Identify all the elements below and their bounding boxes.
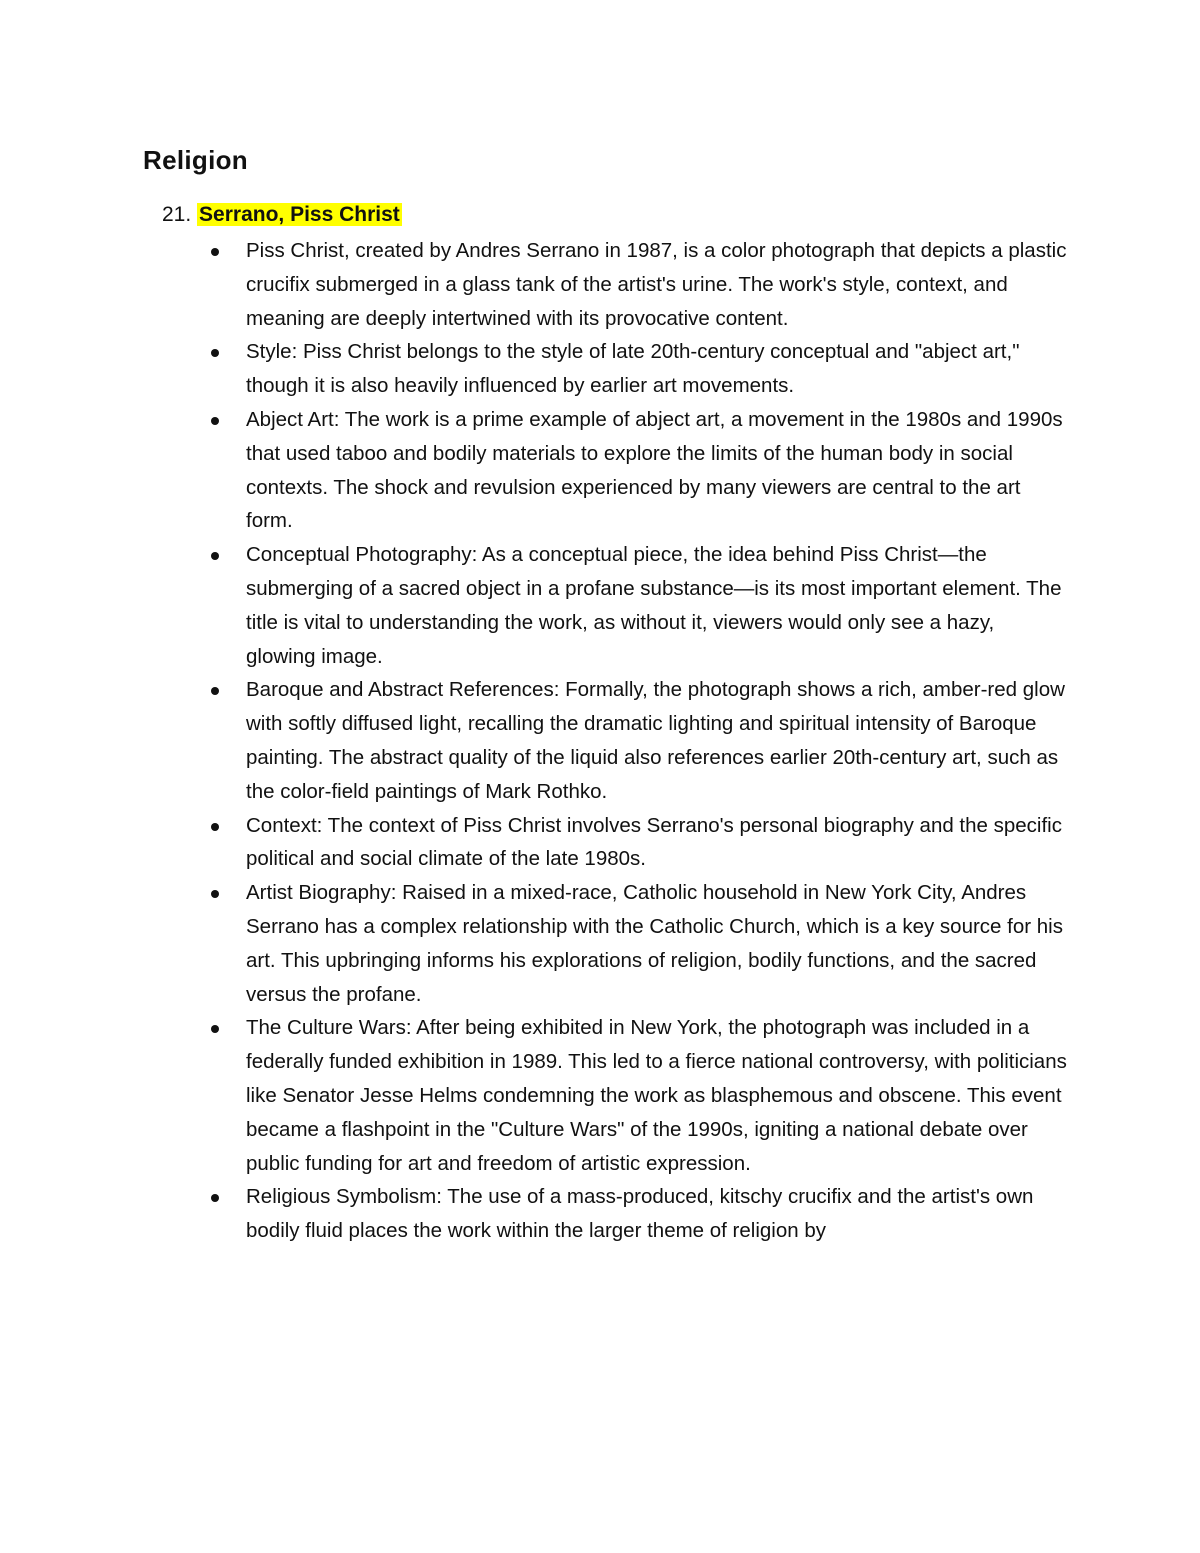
item-number: 21. [162, 203, 192, 226]
item-title-highlighted: Serrano, Piss Christ [199, 203, 400, 226]
section-heading: Religion [143, 145, 248, 175]
bullet-text: Abject Art: The work is a prime example of abject art, a movement in the 1980s and 1990s that used taboo and bodily materials to explore the limits of the human body in social contexts. The shock and revulsion experienced by many viewers are central to the art form. [246, 407, 1063, 533]
bullet-text: Artist Biography: Raised in a mixed-race, Catholic household in New York City, Andres Serrano has a complex relationship with the Catholic Church, which is a key source for his art. This upbringing informs his explorations of religion, bodily functions, and the sacred versus the profane. [246, 881, 1063, 1006]
bullet-item [208, 1011, 1068, 1180]
bullet-icon [211, 1025, 219, 1033]
bullet-icon [211, 552, 219, 560]
bullet-text: Piss Christ, created by Andres Serrano in 1987, is a color photograph that depicts a plastic crucifix submerged in a glass tank of the artist's urine. The work's style, context, and meaning are deeply intertwined with its provocative content. [246, 239, 1067, 330]
bullet-text: The Culture Wars: After being exhibited in New York, the photograph was included in a federally funded exhibition in 1989. This led to a fierce national controversy, with politicians like Senator Jesse Helms condemning the work as blasphemous and obscene. This event became a flashpoint in the "Culture Wars" of the 1990s, igniting a national debate over public funding for art and freedom of artistic expression. [246, 1016, 1067, 1175]
bullet-icon [211, 890, 219, 898]
bullet-item [208, 403, 1068, 538]
bullet-icon [211, 687, 219, 695]
bullet-item [208, 876, 1068, 1011]
bullet-item [208, 538, 1068, 673]
bullet-item [208, 234, 1068, 335]
bullet-item [208, 673, 1068, 808]
bullet-icon [211, 349, 219, 357]
bullet-icon [211, 823, 219, 831]
bullet-list [208, 234, 1068, 1248]
bullet-icon [211, 248, 219, 256]
bullet-icon [211, 417, 219, 425]
bullet-text: Baroque and Abstract References: Formally, the photograph shows a rich, amber-red glow with softly diffused light, recalling the dramatic lighting and spiritual intensity of Baroque painting. The abstract quality of the liquid also references earlier 20th-century art, such as the color-field paintings of Mark Rothko. [246, 678, 1065, 803]
numbered-item [162, 199, 402, 231]
bullet-icon [211, 1194, 219, 1202]
bullet-item [208, 335, 1068, 403]
bullet-item [208, 1180, 1068, 1248]
bullet-text: Context: The context of Piss Christ involves Serrano's personal biography and the specific political and social climate of the late 1980s. [246, 813, 1062, 871]
bullet-item [208, 809, 1068, 877]
bullet-text: Conceptual Photography: As a conceptual piece, the idea behind Piss Christ—the submerging of a sacred object in a profane substance—is its most important element. The title is vital to understanding the work, as without it, viewers would only see a hazy, glowing image. [246, 543, 1062, 668]
bullet-text: Religious Symbolism: The use of a mass-produced, kitschy crucifix and the artist's own bodily fluid places the work within the larger theme of religion by [246, 1185, 1034, 1243]
bullet-text: Style: Piss Christ belongs to the style of late 20th-century conceptual and "abject art," though it is also heavily influenced by earlier art movements. [246, 340, 1020, 398]
